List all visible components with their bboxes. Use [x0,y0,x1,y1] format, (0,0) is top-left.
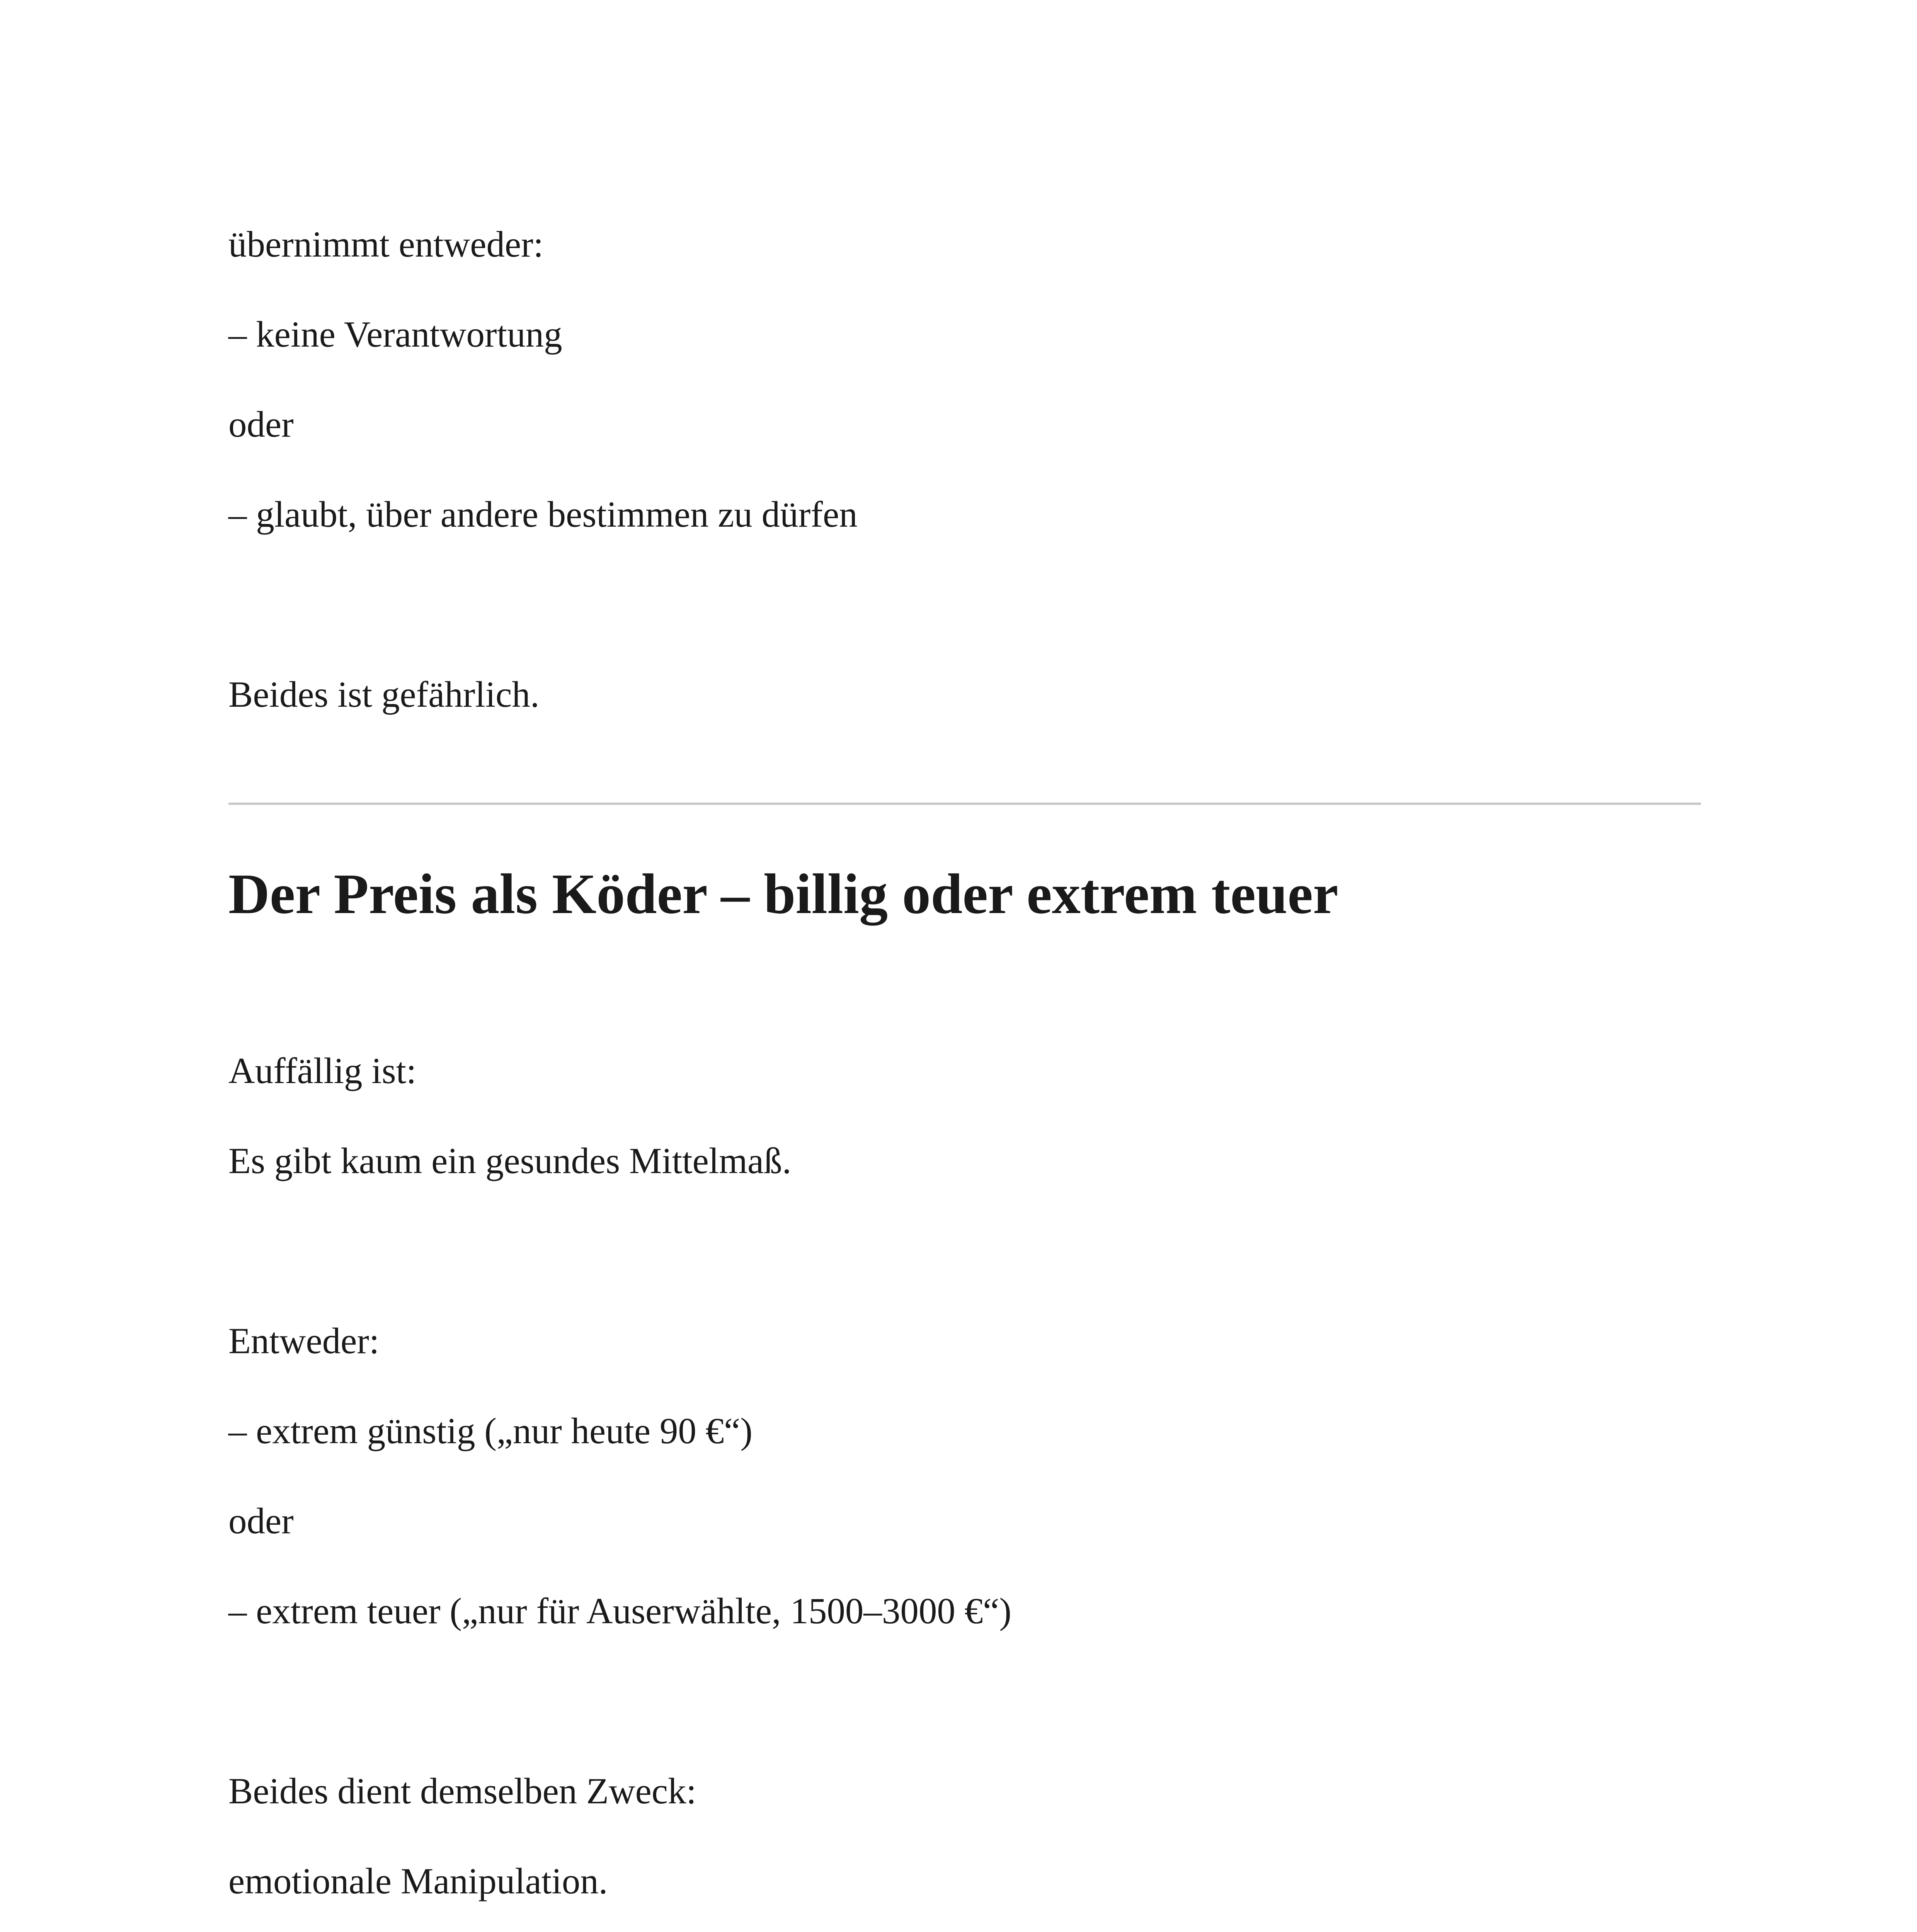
paragraph-line: Beides ist gefährlich. [228,674,540,715]
list-item: – glaubt, über andere bestimmen zu dürfen [228,494,858,535]
paragraph-line: Beides dient demselben Zweck: [228,1770,696,1811]
paragraph-line: emotionale Manipulation. [228,1861,608,1901]
paragraph-line: Es gibt kaum ein gesundes Mittelmaß. [228,1140,792,1181]
list-item: – extrem günstig („nur heute 90 €“) [228,1410,752,1451]
paragraph-line: Entweder: [228,1320,380,1361]
section-divider [228,803,1701,805]
paragraph-line: Auffällig ist: [228,1050,417,1091]
paragraph-line: oder [228,1500,294,1541]
list-item: – keine Verantwortung [228,314,562,355]
section-heading: Der Preis als Köder – billig oder extrem teuer [228,862,1338,926]
paragraph-line: übernimmt entweder: [228,224,544,265]
list-item: – extrem teuer („nur für Auserwählte, 1500–3000 €“) [228,1590,1011,1631]
paragraph-line: oder [228,404,294,445]
